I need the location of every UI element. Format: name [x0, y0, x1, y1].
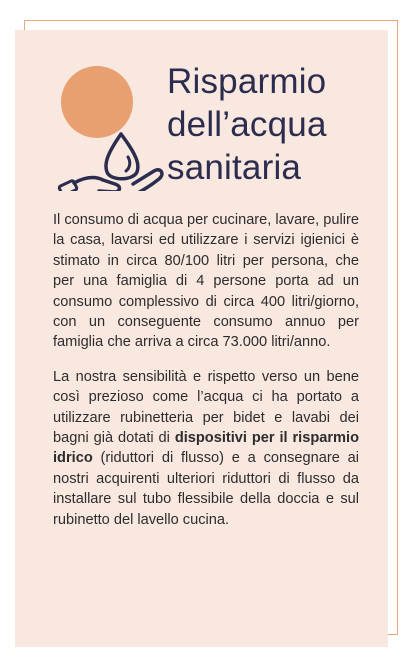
- title-line-1: Risparmio: [167, 62, 327, 101]
- paragraph-sensitivity-start: La nostra sensibilità e rispetto verso un bene così prezioso come l’acqua ci ha portato a utilizzare rubinetteria per bidet e lavabi dei bagni già dotati di: [53, 368, 359, 447]
- paragraph-sensitivity-end: (riduttori di flusso) e a consegnare ai nostri acquirenti ulteriori riduttori di flusso da installare sul tubo flessibile della doccia e sul rubinetto del lavello cucina.: [53, 450, 359, 528]
- water-drop-highlight: [126, 157, 130, 171]
- accent-circle: [61, 66, 133, 138]
- water-drop-shape: [106, 134, 138, 179]
- hand-water-drop-icon: [57, 66, 177, 191]
- hand-water-drop-icon-svg: [57, 66, 177, 191]
- water-saving-devices-emphasis: dispositivi per il risparmio idrico: [53, 430, 359, 467]
- info-card: [15, 30, 388, 647]
- hand-thumb: [74, 178, 120, 191]
- paragraph-consumption: Il consumo di acqua per cucinare, lavare, pulire la casa, lavarsi ed utilizzare i servizi igienici è stimato in circa 80/100 litri per persona, che per una famiglia di 4 persone porta ad un consumo complessivo di circa 400 litri/giorno, con un conseguente consumo annuo per famiglia che arriva a circa 73.000 litri/anno.: [53, 212, 359, 351]
- body-text: [53, 210, 359, 544]
- title-line-2: dell’acqua: [167, 105, 327, 144]
- page-title: [167, 60, 327, 189]
- paragraph-sensitivity: [53, 367, 359, 530]
- title-line-3: sanitaria: [167, 148, 302, 187]
